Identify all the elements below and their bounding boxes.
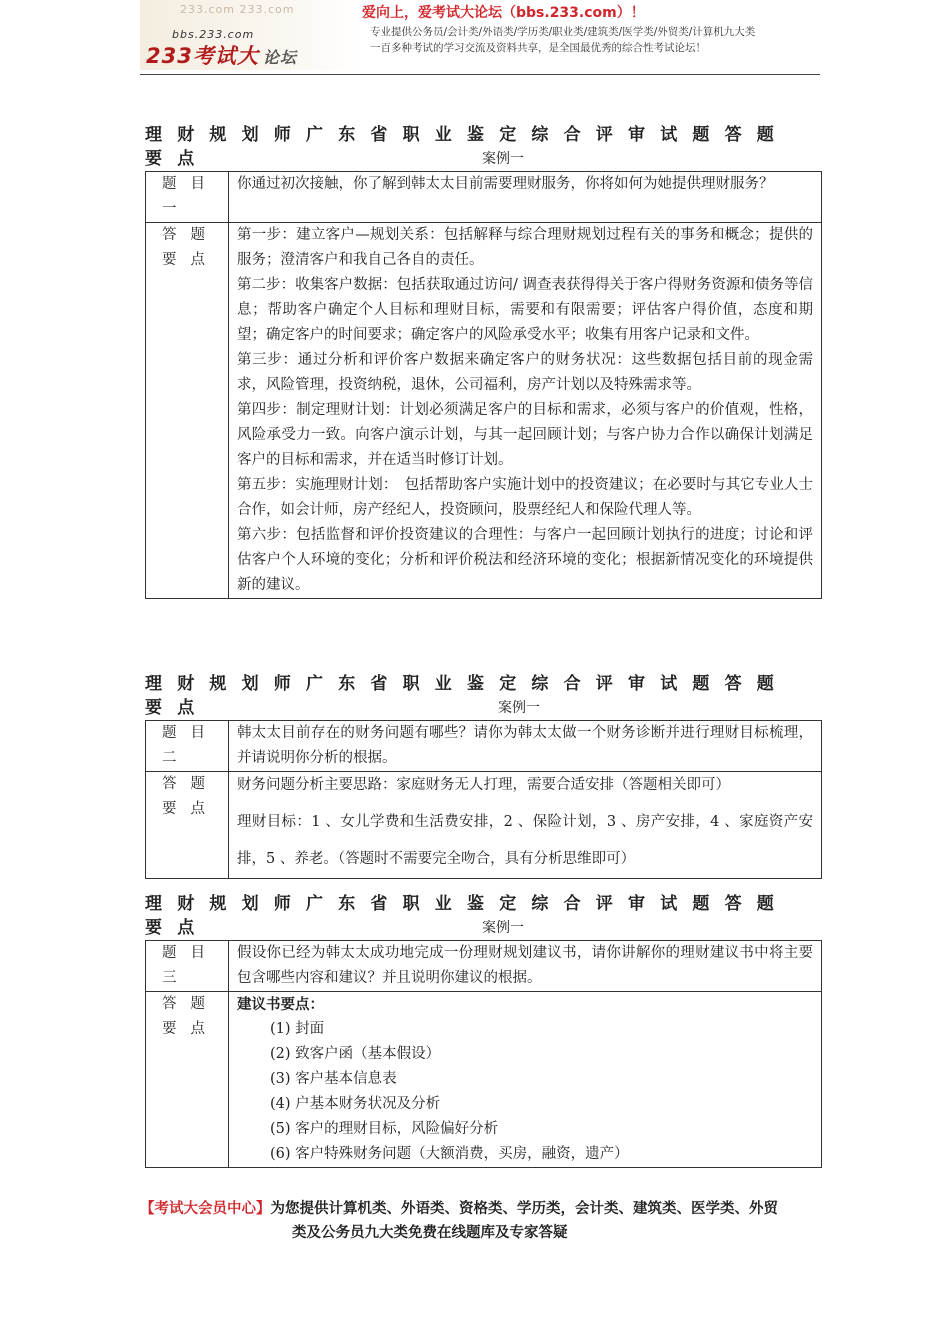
section-title: 理财规划师广东省职业鉴定综合评审试题答题: [145, 674, 789, 694]
answer-step-5: 第五步：实施理财计划： 包括帮助客户实施计划中的投资建议；在必要时与其它专业人士合作，如会计师，房产经纪人，投资顾问，股票经纪人和保险代理人等。: [237, 477, 813, 518]
section-title-suffix: 要点: [145, 918, 210, 938]
footer-text-1: 为您提供计算机类、外语类、资格类、学历类，会计类、建筑类、医学类、外贸: [270, 1201, 778, 1217]
header-description-line1: 专业提供公务员/会计类/外语类/学历类/职业类/建筑类/医学类/外贸类/计算机九大类: [370, 26, 756, 38]
answer-step-6: 第六步：包括监督和评价投资建议的合理性：与客户一起回顾计划执行的进度；讨论和评估客户个人环境的变化；分析和评价税法和经济环境的变化；根据新情况变化的环境提供新的建议。: [237, 527, 813, 593]
case-label: 案例一: [482, 920, 524, 936]
section-title: 理财规划师广东省职业鉴定综合评审试题答题: [145, 125, 789, 145]
section-title-line2: [145, 916, 822, 940]
question-row: [146, 721, 822, 772]
answer-row: [146, 223, 822, 599]
question-row: [146, 941, 822, 992]
header-description-line2: 一百多种考试的学习交流及资料共享，是全国最优秀的综合性考试论坛！: [370, 42, 706, 54]
answer-analysis: 财务问题分析主要思路：家庭财务无人打理，需要合适安排（答题相关即可）: [237, 777, 730, 793]
proposal-item: (4) 户基本财务状况及分析: [270, 1096, 441, 1112]
answer-content: [229, 223, 822, 599]
footer-line1: [140, 1197, 830, 1221]
header-watermark-text: 233.com 233.com: [180, 3, 295, 16]
section-title-suffix: 要点: [145, 149, 210, 169]
page-footer: [140, 1197, 830, 1245]
proposal-item: (5) 客户的理财目标，风险偏好分析: [270, 1121, 499, 1137]
question-label: 题目一: [146, 172, 229, 223]
answer-label: 答题要点: [146, 223, 229, 599]
question-text: 假设你已经为韩太太成功地完成一份理财规划建议书，请你讲解你的理财建议书中将主要包含哪些内容和建议？并且说明你建议的根据。: [229, 941, 822, 992]
header-site-url[interactable]: bbs.233.com: [172, 28, 255, 41]
case-label: 案例一: [482, 151, 524, 167]
proposal-item: (1) 封面: [270, 1021, 325, 1037]
header-divider: [140, 74, 820, 75]
answer-content: [229, 772, 822, 879]
answer-goals: 理财目标：1 、女儿学费和生活费安排，2 、保险计划，3 、房产安排，4 、家庭资产安排，5 、养老。（答题时不需要完全吻合，具有分析思维即可）: [237, 814, 813, 867]
question-label: 题目二: [146, 721, 229, 772]
page-header: [140, 0, 820, 78]
question-text: 你通过初次接触，你了解到韩太太目前需要理财服务，你将如何为她提供理财服务？: [229, 172, 822, 223]
proposal-item: (2) 致客户函（基本假设）: [270, 1046, 441, 1062]
answer-label: 答题要点: [146, 992, 229, 1168]
answer-row: [146, 992, 822, 1168]
site-logo[interactable]: [146, 40, 297, 70]
answer-content: [229, 992, 822, 1168]
proposal-item: (3) 客户基本信息表: [270, 1071, 397, 1087]
qa-table: [145, 171, 822, 599]
question-section-3: [145, 892, 822, 1168]
logo-text: 233考试大: [146, 44, 259, 68]
answer-row: [146, 772, 822, 879]
proposal-item: (6) 客户特殊财务问题（大额消费，买房，融资，遗产）: [270, 1146, 629, 1162]
question-row: [146, 172, 822, 223]
logo-forum-text: 论坛: [262, 48, 297, 67]
question-label: 题目三: [146, 941, 229, 992]
footer-text-2: 类及公务员九大类免费在线题库及专家答疑: [292, 1225, 568, 1241]
qa-table: [145, 940, 822, 1168]
answer-label: 答题要点: [146, 772, 229, 879]
case-label: 案例一: [498, 700, 540, 716]
section-title-line2: [145, 696, 822, 720]
answer-step-3: 第三步：通过分析和评价客户数据来确定客户的财务状况：这些数据包括目前的现金需求，风险管理，投资纳税，退休，公司福利，房产计划以及特殊需求等。: [237, 352, 813, 393]
header-slogan: 爱向上，爱考试大论坛（bbs.233.com）！: [362, 5, 645, 21]
question-text: 韩太太目前存在的财务问题有哪些？请你为韩太太做一个财务诊断并进行理财目标梳理，并请说明你分析的根据。: [229, 721, 822, 772]
question-section-2: [145, 672, 822, 879]
section-title: 理财规划师广东省职业鉴定综合评审试题答题: [145, 894, 789, 914]
section-title-line2: [145, 147, 822, 171]
qa-table: [145, 720, 822, 879]
proposal-heading: 建议书要点：: [237, 996, 324, 1013]
answer-step-4: 第四步：制定理财计划：计划必须满足客户的目标和需求，必须与客户的价值观，性格，风险承受力一致。向客户演示计划，与其一起回顾计划；与客户协力合作以确保计划满足客户的目标和需求，并在适当时修订计划。: [237, 402, 813, 468]
answer-step-2: 第二步：收集客户数据：包括获取通过访问/ 调查表获得得关于客户得财务资源和债务等信息；帮助客户确定个人目标和理财目标，需要和有限需要；评估客户得价值，态度和期望；确定客户的时间要求；确定客户的风险承受水平；收集有用客户记录和文件。: [237, 277, 813, 343]
answer-step-1: 第一步：建立客户—规划关系：包括解释与综合理财规划过程有关的事务和概念；提供的服务；澄清客户和我自己各自的责任。: [237, 227, 813, 268]
section-title-suffix: 要点: [145, 698, 210, 718]
question-section-1: [145, 123, 822, 599]
member-center-link[interactable]: 【考试大会员中心】: [140, 1201, 271, 1217]
